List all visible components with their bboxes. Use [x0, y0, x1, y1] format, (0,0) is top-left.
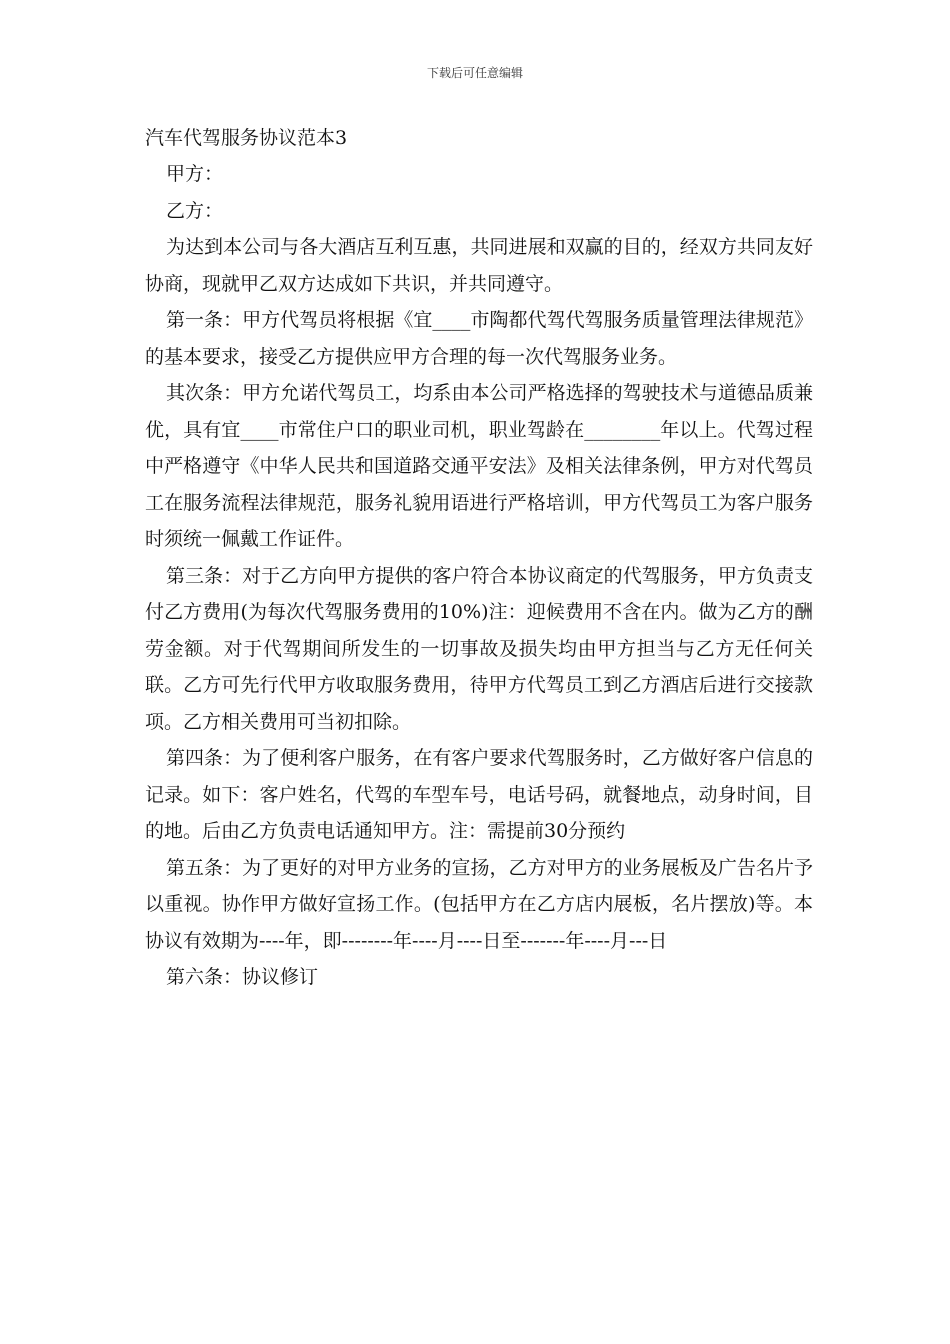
page-header-note: 下载后可任意编辑 [426, 66, 523, 80]
article-4-paragraph: 第四条：为了便利客户服务，在有客户要求代驾服务时，乙方做好客户信息的记录。如下：客户姓名，代驾的车型车号，电话号码，就餐地点，动身时间，目的地。后由乙方负责电话通知甲方。注：需提前30分预约 [145, 747, 813, 842]
article-2-paragraph: 其次条：甲方允诺代驾员工，均系由本公司严格选择的驾驶技术与道德品质兼优，具有宜____市常住户口的职业司机，职业驾龄在________年以上。代驾过程中严格遵守《中华人民共和国道路交通平安法》及相关法律条例，甲方对代驾员工在服务流程法律规范，服务礼貌用语进行严格培训，甲方代驾员工为客户服务时须统一佩戴工作证件。 [145, 382, 813, 550]
article-6-paragraph: 第六条：协议修订 [166, 966, 319, 988]
party-a-line: 甲方： [166, 163, 224, 185]
article-5-paragraph: 第五条：为了更好的对甲方业务的宣扬，乙方对甲方的业务展板及广告名片予以重视。协作甲方做好宣扬工作。(包括甲方在乙方店内展板，名片摆放)等。本协议有效期为----年，即--------年----月----日至-------年----月---日 [145, 856, 813, 952]
article-1-paragraph: 第一条：甲方代驾员将根据《宜____市陶都代驾代驾服务质量管理法律规范》的基本要求，接受乙方提供应甲方合理的每一次代驾服务业务。 [145, 309, 813, 368]
party-b-line: 乙方： [166, 199, 224, 222]
preamble-paragraph: 为达到本公司与各大酒店互利互惠，共同进展和双赢的目的，经双方共同友好协商，现就甲乙双方达成如下共识，并共同遵守。 [145, 236, 813, 295]
document-title: 汽车代驾服务协议范本3 [145, 127, 348, 149]
document-body [145, 120, 813, 996]
article-3-paragraph: 第三条：对于乙方向甲方提供的客户符合本协议商定的代驾服务，甲方负责支付乙方费用(为每次代驾服务费用的10%)注：迎候费用不含在内。做为乙方的酬劳金额。对于代驾期间所发生的一切事故及损失均由甲方担当与乙方无任何关联。乙方可先行代甲方收取服务费用，待甲方代驾员工到乙方酒店后进行交接款项。乙方相关费用可当初扣除。 [145, 564, 813, 733]
